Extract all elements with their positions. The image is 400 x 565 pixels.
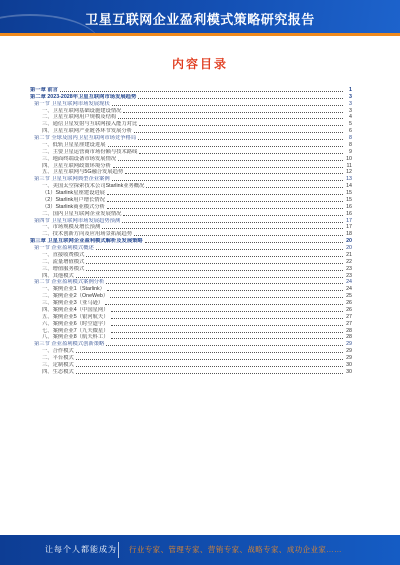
toc-entry-text: 二、流量增值模式 — [42, 258, 85, 265]
toc-entry-text: 一、直接收费模式 — [42, 251, 85, 258]
toc-entry-text: 五、卫星互联网与5G融合发展趋势 — [42, 169, 124, 176]
toc-entry-page: 28 — [346, 334, 352, 341]
toc-entry-text: （1）Starlink星座建设进展 — [42, 190, 105, 196]
toc-entry-page: 15 — [346, 190, 352, 196]
report-header — [0, 0, 400, 36]
toc-entry[interactable] — [30, 155, 352, 162]
toc-dot-leader — [107, 201, 343, 202]
toc-entry-page: 29 — [346, 355, 352, 361]
toc-entry[interactable] — [30, 327, 352, 334]
toc-dot-leader — [134, 235, 343, 236]
toc-entry-text: 三、地面终端设备市场发展情况 — [42, 155, 117, 162]
toc-entry-text: 三、增值服务模式 — [42, 265, 85, 272]
toc-entry-page: 23 — [346, 272, 352, 279]
toc-entry-text: 一、市场规模及增长预测 — [42, 224, 101, 231]
toc-dot-leader — [118, 118, 343, 119]
toc-entry[interactable] — [30, 334, 352, 341]
toc-entry-page: 30 — [346, 368, 352, 375]
toc-entry[interactable] — [30, 320, 352, 327]
toc-entry-text: 二、卫星互联网用户规模及结构 — [42, 114, 117, 121]
toc-entry[interactable] — [30, 285, 352, 292]
toc-dot-leader — [139, 125, 343, 126]
toc-dot-leader — [111, 338, 343, 339]
toc-entry[interactable] — [30, 361, 352, 368]
toc-entry[interactable] — [30, 120, 352, 127]
toc-entry-page: 3 — [349, 93, 352, 100]
toc-entry[interactable] — [30, 279, 352, 286]
toc-entry-page: 3 — [349, 100, 352, 107]
toc-entry-text: 一、合作模式 — [42, 348, 74, 355]
toc-entry-text: 第一节 卫星互联网市场发展现状 — [34, 100, 110, 107]
toc-dot-leader — [105, 304, 343, 305]
toc-entry[interactable] — [30, 340, 352, 347]
toc-entry-text: （3）Starlink商业模式分析 — [42, 203, 105, 210]
toc-entry-page: 16 — [346, 203, 352, 210]
toc-entry-page: 24 — [346, 279, 352, 286]
toc-entry-page: 25 — [346, 293, 352, 300]
toc-entry-text: 二、技术创新方向及应用场景拓展趋势 — [42, 231, 133, 238]
toc-entry-text: 四、其他模式 — [42, 272, 74, 279]
toc-entry[interactable] — [30, 169, 352, 176]
toc-entry-text: 一、美国太空探索技术公司Starlink业务概况 — [42, 183, 145, 190]
toc-dot-leader — [134, 132, 343, 133]
toc-entry-text: 第三章 卫星互联网企业盈利模式解析及发展策略 — [30, 238, 143, 245]
toc-entry[interactable] — [30, 100, 352, 107]
toc-entry-page: 11 — [346, 162, 352, 169]
toc-entry-page: 12 — [346, 169, 352, 176]
toc-entry[interactable] — [30, 217, 352, 224]
footer-slogan: 让每个人都能成为 — [45, 545, 117, 554]
toc-dot-leader — [146, 187, 343, 188]
toc-entry[interactable] — [30, 114, 352, 121]
toc-dot-leader — [106, 345, 343, 346]
toc-entry[interactable] — [30, 224, 352, 231]
toc-entry-text: 二、案例企业2（OneWeb） — [42, 293, 109, 300]
toc-entry-text: 三、案例企业3（亚马逊） — [42, 300, 104, 306]
toc-entry[interactable] — [30, 210, 352, 217]
toc-dot-leader — [60, 91, 343, 92]
toc-dot-leader — [106, 283, 343, 284]
toc-entry[interactable] — [30, 244, 352, 251]
toc-entry-page: 1 — [349, 86, 352, 93]
toc-dot-leader — [107, 290, 343, 291]
toc-entry-page: 26 — [346, 306, 352, 313]
toc-dot-leader — [76, 352, 343, 353]
toc-entry-page: 3 — [349, 107, 352, 114]
toc-entry-page: 5 — [349, 121, 352, 128]
toc-entry-text: 二、平台模式 — [42, 355, 74, 361]
toc-entry[interactable] — [30, 86, 352, 93]
toc-entry[interactable] — [30, 141, 352, 148]
toc-entry[interactable] — [30, 189, 352, 196]
toc-entry[interactable] — [30, 230, 352, 237]
toc-dot-leader — [111, 318, 343, 319]
toc-entry-page: 30 — [346, 361, 352, 368]
header-accent-stripe — [0, 33, 400, 36]
toc-entry-page: 17 — [346, 217, 352, 224]
toc-entry[interactable] — [30, 148, 352, 155]
toc-entry[interactable] — [30, 272, 352, 279]
toc-entry[interactable] — [30, 347, 352, 354]
toc-entry-text: 八、案例企业8（航天科工） — [42, 334, 109, 341]
toc-dot-leader — [112, 105, 343, 106]
toc-dot-leader — [111, 311, 343, 312]
toc-entry-text: 第三节 卫星互联网典型企业案例 — [34, 176, 110, 183]
toc-entry-text: 二、主要卫星运营商市场份额与技术路线 — [42, 148, 138, 155]
toc-entry[interactable] — [30, 258, 352, 265]
toc-title: 内容目录 — [171, 57, 228, 71]
toc-dot-leader — [138, 98, 343, 99]
toc-entry-text: 四、卫星互联网政策环境分析 — [42, 162, 111, 169]
toc-entry-page: 10 — [346, 155, 352, 162]
toc-entry[interactable] — [30, 93, 352, 100]
toc-entry-page: 29 — [346, 341, 352, 348]
toc-entry-text: 第二章 2023-2028年卫星互联网市场发展趋势 — [30, 93, 137, 100]
toc-entry[interactable] — [30, 162, 352, 169]
toc-dot-leader — [96, 249, 343, 250]
toc-entry-page: 9 — [349, 148, 352, 155]
toc-dot-leader — [113, 167, 343, 168]
toc-entry-text: 一、低轨卫星星座建设进展 — [42, 141, 106, 148]
toc-entry-page: 28 — [346, 327, 352, 334]
toc-dot-leader — [123, 215, 343, 216]
toc-dot-leader — [76, 277, 343, 278]
toc-entry[interactable] — [30, 203, 352, 210]
toc-entry[interactable] — [30, 313, 352, 320]
toc-entry-page: 22 — [346, 258, 352, 265]
toc-entry[interactable] — [30, 237, 352, 244]
toc-entry[interactable] — [30, 134, 352, 141]
toc-dot-leader — [102, 228, 343, 229]
toc-entry-page: 18 — [346, 231, 352, 238]
toc-entry[interactable] — [30, 368, 352, 375]
toc-dot-leader — [86, 270, 343, 271]
toc-entry-page: 26 — [346, 300, 352, 306]
table-of-contents — [30, 86, 352, 375]
toc-entry[interactable] — [30, 127, 352, 134]
toc-entry[interactable] — [30, 251, 352, 258]
toc-entry-page: 29 — [346, 348, 352, 355]
toc-dot-leader — [86, 256, 343, 257]
toc-entry-page: 20 — [346, 238, 352, 245]
toc-dot-leader — [107, 208, 343, 209]
toc-entry-page: 20 — [346, 245, 352, 251]
toc-dot-leader — [139, 153, 343, 154]
report-footer — [0, 535, 400, 565]
toc-entry-page: 14 — [346, 183, 352, 190]
toc-dot-leader — [86, 263, 343, 264]
toc-entry-text: 四、案例企业4（中国星网） — [42, 306, 109, 313]
toc-entry-text: 第一章 前言 — [30, 86, 58, 93]
toc-entry[interactable] — [30, 299, 352, 306]
toc-dot-leader — [138, 139, 343, 140]
footer-roles: 行业专家、管理专家、营销专家、战略专家、成功企业家…… — [129, 545, 343, 554]
toc-dot-leader — [111, 332, 343, 333]
toc-entry-page: 8 — [349, 135, 352, 141]
toc-dot-leader — [123, 112, 343, 113]
toc-entry-page: 15 — [346, 196, 352, 203]
toc-entry-page: 8 — [349, 141, 352, 148]
toc-entry-text: 三、通信卫星发射与互联网接入能力对比 — [42, 121, 138, 128]
toc-entry-text: 七、案例企业7（九天微星） — [42, 327, 109, 334]
toc-entry-text: 四、卫星互联网产业链各环节发展分析 — [42, 128, 133, 135]
toc-entry-page: 16 — [346, 210, 352, 217]
toc-entry[interactable] — [30, 306, 352, 313]
toc-dot-leader — [122, 222, 343, 223]
toc-entry-text: 五、案例企业5（银河航天） — [42, 313, 109, 320]
toc-entry-page: 13 — [346, 176, 352, 183]
toc-entry-text: 第一节 企业盈利模式概述 — [34, 245, 94, 251]
toc-dot-leader — [76, 359, 343, 360]
toc-entry[interactable] — [30, 175, 352, 182]
toc-entry-text: 一、卫星互联网基础设施建设情况 — [42, 107, 122, 114]
toc-dot-leader — [118, 160, 343, 161]
report-title: 卫星互联网企业盈利模式策略研究报告 — [85, 12, 315, 27]
toc-entry-text: 第三节 企业盈利模式创新策略 — [34, 341, 105, 348]
toc-entry-text: 二、国内卫星互联网企业发展情况 — [42, 210, 122, 217]
toc-entry-page: 4 — [349, 114, 352, 121]
toc-entry-text: 第二节 全球及国内卫星互联网市场竞争格局 — [34, 135, 137, 141]
toc-dot-leader — [108, 146, 343, 147]
toc-dot-leader — [107, 194, 343, 195]
toc-entry-text: 一、案例企业1（Starlink） — [42, 286, 105, 293]
toc-dot-leader — [76, 366, 343, 367]
toc-entry-text: （2）Starlink用户增长情况 — [42, 196, 105, 203]
toc-entry-page: 6 — [349, 128, 352, 135]
toc-entry-page: 27 — [346, 313, 352, 320]
toc-dot-leader — [111, 325, 343, 326]
toc-entry-page: 23 — [346, 265, 352, 272]
toc-entry[interactable] — [30, 107, 352, 114]
toc-dot-leader — [76, 373, 343, 374]
toc-entry-page: 21 — [346, 251, 352, 258]
toc-dot-leader — [145, 242, 343, 243]
toc-entry-text: 四、生态模式 — [42, 368, 74, 375]
toc-entry-text: 三、定制模式 — [42, 361, 74, 368]
toc-entry-page: 27 — [346, 320, 352, 327]
toc-entry-text: 第二节 企业盈利模式案例分析 — [34, 279, 105, 286]
footer-divider — [118, 542, 119, 558]
toc-dot-leader — [110, 297, 343, 298]
toc-entry[interactable] — [30, 292, 352, 299]
toc-entry[interactable] — [30, 265, 352, 272]
toc-entry-text: 六、案例企业6（时空道宇） — [42, 320, 109, 327]
toc-dot-leader — [125, 173, 343, 174]
toc-entry-page: 17 — [346, 224, 352, 231]
toc-entry[interactable] — [30, 182, 352, 189]
toc-entry-page: 24 — [346, 286, 352, 293]
toc-dot-leader — [112, 180, 343, 181]
toc-entry[interactable] — [30, 196, 352, 203]
toc-entry-text: 第四节 卫星互联网市场发展趋势预测 — [34, 217, 121, 224]
toc-entry[interactable] — [30, 354, 352, 361]
